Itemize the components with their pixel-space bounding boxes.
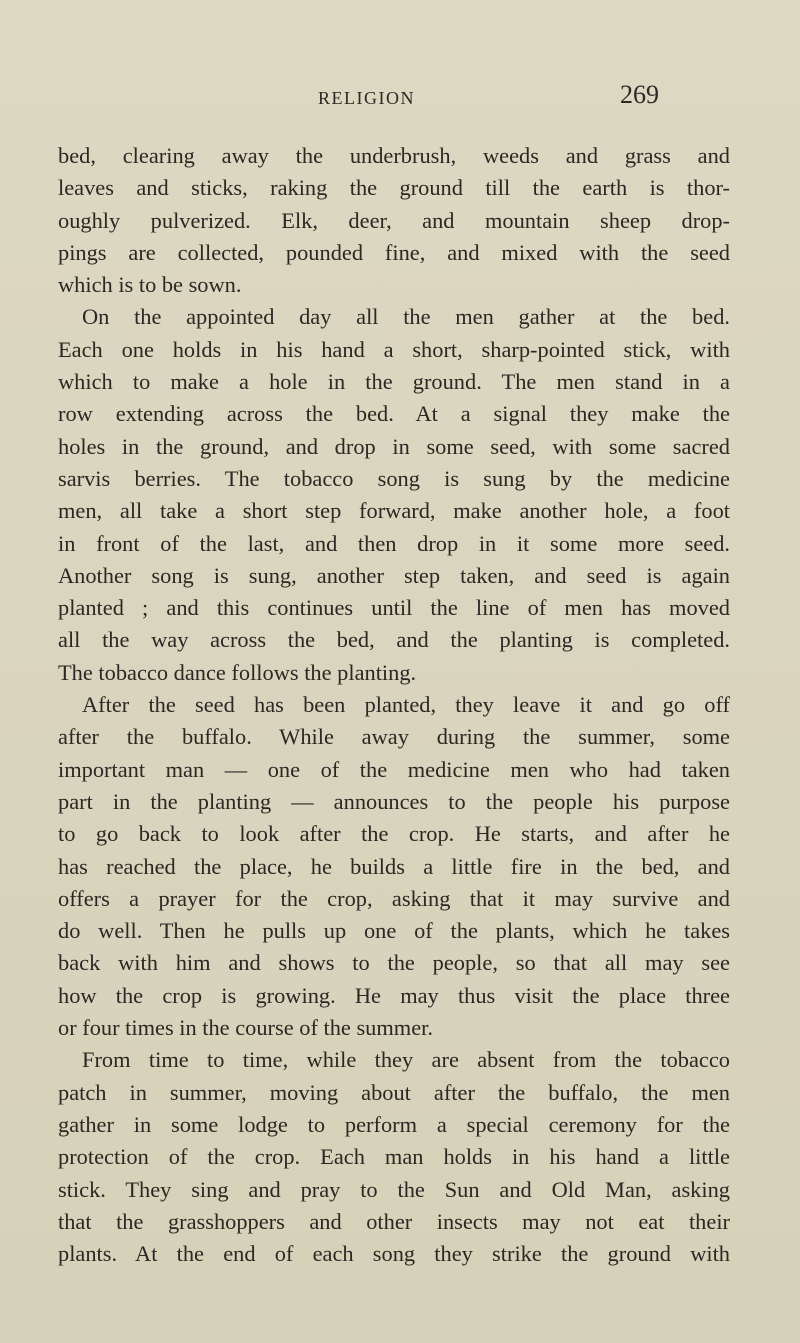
text-line: do well. Then he pulls up one of the plants, which he takes [58, 918, 730, 944]
text-line: after the buffalo. While away during the summer, some [58, 724, 730, 750]
text-line: holes in the ground, and drop in some seed, with some sacred [58, 433, 730, 459]
text-line: in front of the last, and then drop in it some more seed. [58, 530, 730, 556]
text-line: stick. They sing and pray to the Sun and Old Man, asking [58, 1176, 730, 1202]
running-head: RELIGION [318, 88, 415, 108]
text-line: On the appointed day all the men gather at the bed. [82, 304, 730, 330]
text-line: offers a prayer for the crop, asking that it may survive and [58, 885, 730, 911]
page-number: 269 [620, 80, 659, 109]
text-line: The tobacco dance follows the planting. [58, 659, 417, 685]
text-line: men, all take a short step forward, make another hole, a foot [58, 498, 730, 524]
text-line: oughly pulverized. Elk, deer, and mountain sheep drop- [58, 207, 730, 233]
text-line: From time to time, while they are absent from the tobacco [82, 1047, 730, 1073]
text-line: patch in summer, moving about after the buffalo, the men [58, 1079, 730, 1105]
text-line: which is to be sown. [58, 272, 242, 298]
text-line: row extending across the bed. At a signal they make the [58, 401, 730, 427]
text-line: gather in some lodge to perform a special ceremony for the [58, 1111, 730, 1137]
text-line: all the way across the bed, and the planting is completed. [58, 627, 730, 653]
text-line: Another song is sung, another step taken, and seed is again [58, 562, 730, 588]
text-line: pings are collected, pounded fine, and mixed with the seed [58, 239, 730, 265]
page-header [0, 80, 800, 126]
text-line: to go back to look after the crop. He starts, and after he [58, 821, 730, 847]
body-text [58, 140, 730, 1270]
text-line: After the seed has been planted, they leave it and go off [82, 692, 730, 718]
text-line: Each one holds in his hand a short, sharp-pointed stick, with [58, 336, 730, 362]
text-line: planted ; and this continues until the line of men has moved [58, 595, 730, 621]
text-line: bed, clearing away the underbrush, weeds and grass and [58, 143, 730, 168]
text-line: part in the planting — announces to the people his purpose [58, 788, 730, 814]
text-line: important man — one of the medicine men who had taken [58, 756, 730, 782]
text-line: leaves and sticks, raking the ground till the earth is thor- [58, 175, 730, 201]
text-line: that the grasshoppers and other insects may not eat their [58, 1208, 730, 1234]
text-line: plants. At the end of each song they strike the ground with [58, 1241, 730, 1267]
text-line: back with him and shows to the people, so that all may see [58, 950, 730, 976]
text-line: protection of the crop. Each man holds in his hand a little [58, 1144, 730, 1170]
text-line: has reached the place, he builds a little fire in the bed, and [58, 853, 730, 879]
text-line: sarvis berries. The tobacco song is sung by the medicine [58, 465, 730, 491]
text-line: which to make a hole in the ground. The men stand in a [58, 369, 730, 395]
text-line: or four times in the course of the summer. [58, 1015, 433, 1041]
text-line: how the crop is growing. He may thus visit the place three [58, 982, 730, 1008]
